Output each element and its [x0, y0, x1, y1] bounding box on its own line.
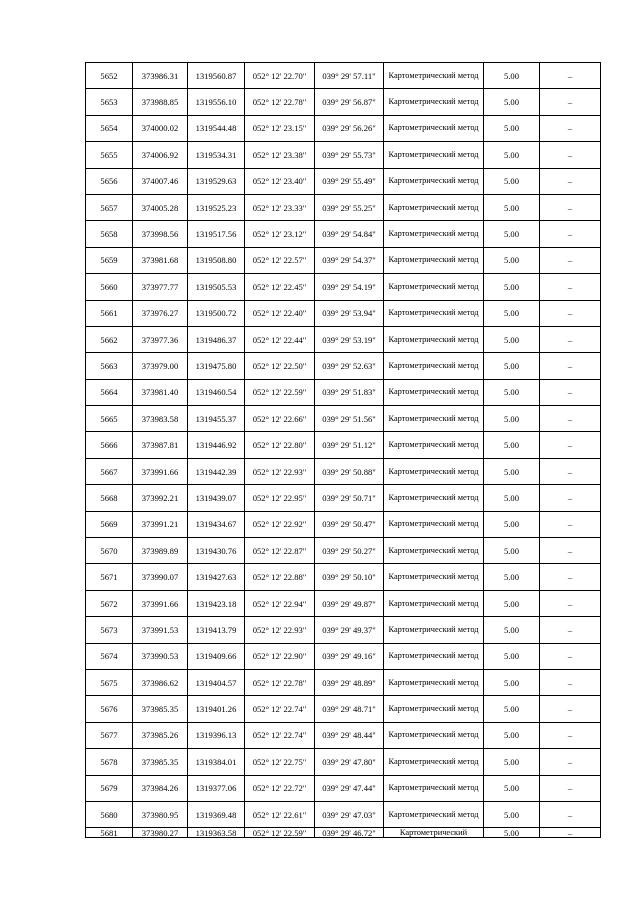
x-coordinate-cell: 373990.53 [133, 643, 188, 669]
y-coordinate-cell: 1319517.56 [188, 221, 245, 247]
y-coordinate-cell: 1319430.76 [188, 538, 245, 564]
latitude-cell: 052° 12' 22.92" [245, 511, 315, 537]
x-coordinate-cell: 373983.58 [133, 406, 188, 432]
method-cell: Картометрический метод [384, 564, 484, 590]
latitude-cell: 052° 12' 22.40" [245, 300, 315, 326]
longitude-cell: 039° 29' 49.87" [315, 590, 384, 616]
x-coordinate-cell: 374006.92 [133, 142, 188, 168]
table-row [86, 617, 601, 643]
latitude-cell: 052° 12' 22.44" [245, 326, 315, 352]
method-cell: Картометрический метод [384, 221, 484, 247]
table-row [86, 669, 601, 695]
latitude-cell: 052° 12' 22.74" [245, 722, 315, 748]
table-row [86, 749, 601, 775]
table-row [86, 801, 601, 827]
longitude-cell: 039° 29' 54.19" [315, 274, 384, 300]
point-number-cell: 5656 [86, 168, 133, 194]
latitude-cell: 052° 12' 23.15" [245, 115, 315, 141]
latitude-cell: 052° 12' 22.72" [245, 775, 315, 801]
table-row [86, 115, 601, 141]
y-coordinate-cell: 1319500.72 [188, 300, 245, 326]
method-cell: Картометрический метод [384, 432, 484, 458]
note-cell: – [540, 326, 601, 352]
longitude-cell: 039° 29' 52.63" [315, 353, 384, 379]
x-coordinate-cell: 373980.27 [133, 828, 188, 838]
accuracy-cell: 5.00 [484, 511, 540, 537]
y-coordinate-cell: 1319363.58 [188, 828, 245, 838]
note-cell: – [540, 643, 601, 669]
note-cell: – [540, 353, 601, 379]
longitude-cell: 039° 29' 50.27" [315, 538, 384, 564]
y-coordinate-cell: 1319413.79 [188, 617, 245, 643]
point-number-cell: 5660 [86, 274, 133, 300]
note-cell: – [540, 590, 601, 616]
longitude-cell: 039° 29' 55.73" [315, 142, 384, 168]
x-coordinate-cell: 373985.35 [133, 696, 188, 722]
point-number-cell: 5677 [86, 722, 133, 748]
method-cell: Картометрический метод [384, 63, 484, 89]
method-cell: Картометрический метод [384, 247, 484, 273]
note-cell: – [540, 168, 601, 194]
accuracy-cell: 5.00 [484, 247, 540, 273]
x-coordinate-cell: 373979.00 [133, 353, 188, 379]
method-cell: Картометрический метод [384, 458, 484, 484]
latitude-cell: 052° 12' 22.61" [245, 801, 315, 827]
longitude-cell: 039° 29' 50.10" [315, 564, 384, 590]
longitude-cell: 039° 29' 49.37" [315, 617, 384, 643]
point-number-cell: 5652 [86, 63, 133, 89]
y-coordinate-cell: 1319544.48 [188, 115, 245, 141]
note-cell: – [540, 274, 601, 300]
latitude-cell: 052° 12' 22.57" [245, 247, 315, 273]
accuracy-cell: 5.00 [484, 115, 540, 141]
x-coordinate-cell: 373991.53 [133, 617, 188, 643]
note-cell: – [540, 538, 601, 564]
method-cell: Картометрический метод [384, 538, 484, 564]
accuracy-cell: 5.00 [484, 406, 540, 432]
latitude-cell: 052° 12' 22.45" [245, 274, 315, 300]
note-cell: – [540, 722, 601, 748]
accuracy-cell: 5.00 [484, 89, 540, 115]
x-coordinate-cell: 373991.21 [133, 511, 188, 537]
note-cell: – [540, 89, 601, 115]
note-cell: – [540, 669, 601, 695]
method-cell: Картометрический метод [384, 696, 484, 722]
y-coordinate-cell: 1319475.80 [188, 353, 245, 379]
accuracy-cell: 5.00 [484, 300, 540, 326]
table-row [86, 458, 601, 484]
longitude-cell: 039° 29' 51.12" [315, 432, 384, 458]
table-row [86, 538, 601, 564]
x-coordinate-cell: 373989.89 [133, 538, 188, 564]
point-number-cell: 5658 [86, 221, 133, 247]
x-coordinate-cell: 373986.62 [133, 669, 188, 695]
y-coordinate-cell: 1319446.92 [188, 432, 245, 458]
method-cell: Картометрический метод [384, 142, 484, 168]
note-cell: – [540, 432, 601, 458]
note-cell: – [540, 63, 601, 89]
table-row [86, 353, 601, 379]
table-row [86, 247, 601, 273]
longitude-cell: 039° 29' 55.49" [315, 168, 384, 194]
table-row [86, 379, 601, 405]
y-coordinate-cell: 1319460.54 [188, 379, 245, 405]
latitude-cell: 052° 12' 23.12" [245, 221, 315, 247]
x-coordinate-cell: 373992.21 [133, 485, 188, 511]
accuracy-cell: 5.00 [484, 168, 540, 194]
x-coordinate-cell: 373986.31 [133, 63, 188, 89]
table-row [86, 194, 601, 220]
table-row [86, 300, 601, 326]
point-number-cell: 5666 [86, 432, 133, 458]
longitude-cell: 039° 29' 48.44" [315, 722, 384, 748]
longitude-cell: 039° 29' 50.47" [315, 511, 384, 537]
accuracy-cell: 5.00 [484, 274, 540, 300]
note-cell: – [540, 749, 601, 775]
note-cell: – [540, 696, 601, 722]
note-cell: – [540, 485, 601, 511]
latitude-cell: 052° 12' 22.78" [245, 669, 315, 695]
table-row [86, 168, 601, 194]
y-coordinate-cell: 1319401.26 [188, 696, 245, 722]
x-coordinate-cell: 373985.35 [133, 749, 188, 775]
method-cell: Картометрический метод [384, 669, 484, 695]
longitude-cell: 039° 29' 50.88" [315, 458, 384, 484]
note-cell: – [540, 115, 601, 141]
x-coordinate-cell: 373985.26 [133, 722, 188, 748]
method-cell: Картометрический метод [384, 300, 484, 326]
point-number-cell: 5680 [86, 801, 133, 827]
accuracy-cell: 5.00 [484, 775, 540, 801]
point-number-cell: 5663 [86, 353, 133, 379]
longitude-cell: 039° 29' 48.71" [315, 696, 384, 722]
accuracy-cell: 5.00 [484, 221, 540, 247]
x-coordinate-cell: 374007.46 [133, 168, 188, 194]
accuracy-cell: 5.00 [484, 194, 540, 220]
x-coordinate-cell: 373991.66 [133, 590, 188, 616]
x-coordinate-cell: 373980.95 [133, 801, 188, 827]
point-number-cell: 5659 [86, 247, 133, 273]
longitude-cell: 039° 29' 51.56" [315, 406, 384, 432]
table-row [86, 775, 601, 801]
point-number-cell: 5662 [86, 326, 133, 352]
y-coordinate-cell: 1319396.13 [188, 722, 245, 748]
point-number-cell: 5681 [86, 828, 133, 838]
method-cell: Картометрический метод [384, 590, 484, 616]
latitude-cell: 052° 12' 22.70" [245, 63, 315, 89]
point-number-cell: 5653 [86, 89, 133, 115]
y-coordinate-cell: 1319525.23 [188, 194, 245, 220]
point-number-cell: 5679 [86, 775, 133, 801]
x-coordinate-cell: 373990.07 [133, 564, 188, 590]
method-cell: Картометрический метод [384, 353, 484, 379]
method-cell: Картометрический метод [384, 722, 484, 748]
y-coordinate-cell: 1319442.39 [188, 458, 245, 484]
accuracy-cell: 5.00 [484, 643, 540, 669]
accuracy-cell: 5.00 [484, 63, 540, 89]
y-coordinate-cell: 1319439.07 [188, 485, 245, 511]
point-number-cell: 5674 [86, 643, 133, 669]
x-coordinate-cell: 373981.40 [133, 379, 188, 405]
point-number-cell: 5675 [86, 669, 133, 695]
x-coordinate-cell: 373987.81 [133, 432, 188, 458]
x-coordinate-cell: 373998.56 [133, 221, 188, 247]
note-cell: – [540, 828, 601, 838]
method-cell: Картометрический метод [384, 406, 484, 432]
method-cell: Картометрический метод [384, 194, 484, 220]
table-row [86, 564, 601, 590]
point-number-cell: 5673 [86, 617, 133, 643]
x-coordinate-cell: 374000.02 [133, 115, 188, 141]
latitude-cell: 052° 12' 22.59" [245, 828, 315, 838]
point-number-cell: 5664 [86, 379, 133, 405]
y-coordinate-cell: 1319434.67 [188, 511, 245, 537]
method-cell: Картометрический метод [384, 168, 484, 194]
method-cell: Картометрический метод [384, 274, 484, 300]
method-cell: Картометрический [384, 828, 484, 838]
latitude-cell: 052° 12' 22.66" [245, 406, 315, 432]
x-coordinate-cell: 373981.68 [133, 247, 188, 273]
method-cell: Картометрический метод [384, 115, 484, 141]
method-cell: Картометрический метод [384, 749, 484, 775]
point-number-cell: 5667 [86, 458, 133, 484]
accuracy-cell: 5.00 [484, 458, 540, 484]
accuracy-cell: 5.00 [484, 749, 540, 775]
note-cell: – [540, 142, 601, 168]
latitude-cell: 052° 12' 22.80" [245, 432, 315, 458]
longitude-cell: 039° 29' 46.72" [315, 828, 384, 838]
y-coordinate-cell: 1319534.31 [188, 142, 245, 168]
y-coordinate-cell: 1319427.63 [188, 564, 245, 590]
note-cell: – [540, 775, 601, 801]
longitude-cell: 039° 29' 55.25" [315, 194, 384, 220]
method-cell: Картометрический метод [384, 89, 484, 115]
table-row [86, 722, 601, 748]
y-coordinate-cell: 1319423.18 [188, 590, 245, 616]
method-cell: Картометрический метод [384, 643, 484, 669]
latitude-cell: 052° 12' 23.33" [245, 194, 315, 220]
point-number-cell: 5670 [86, 538, 133, 564]
latitude-cell: 052° 12' 22.74" [245, 696, 315, 722]
longitude-cell: 039° 29' 49.16" [315, 643, 384, 669]
accuracy-cell: 5.00 [484, 617, 540, 643]
method-cell: Картометрический метод [384, 326, 484, 352]
point-number-cell: 5657 [86, 194, 133, 220]
accuracy-cell: 5.00 [484, 722, 540, 748]
x-coordinate-cell: 373988.85 [133, 89, 188, 115]
point-number-cell: 5678 [86, 749, 133, 775]
point-number-cell: 5668 [86, 485, 133, 511]
method-cell: Картометрический метод [384, 511, 484, 537]
accuracy-cell: 5.00 [484, 485, 540, 511]
accuracy-cell: 5.00 [484, 590, 540, 616]
latitude-cell: 052° 12' 22.59" [245, 379, 315, 405]
y-coordinate-cell: 1319384.01 [188, 749, 245, 775]
point-number-cell: 5671 [86, 564, 133, 590]
coordinates-sheet [85, 62, 600, 838]
x-coordinate-cell: 374005.28 [133, 194, 188, 220]
longitude-cell: 039° 29' 57.11" [315, 63, 384, 89]
latitude-cell: 052° 12' 22.90" [245, 643, 315, 669]
longitude-cell: 039° 29' 56.87" [315, 89, 384, 115]
latitude-cell: 052° 12' 22.75" [245, 749, 315, 775]
table-row [86, 221, 601, 247]
latitude-cell: 052° 12' 22.87" [245, 538, 315, 564]
accuracy-cell: 5.00 [484, 564, 540, 590]
table-row [86, 485, 601, 511]
accuracy-cell: 5.00 [484, 353, 540, 379]
note-cell: – [540, 801, 601, 827]
y-coordinate-cell: 1319455.37 [188, 406, 245, 432]
longitude-cell: 039° 29' 47.03" [315, 801, 384, 827]
longitude-cell: 039° 29' 47.44" [315, 775, 384, 801]
note-cell: – [540, 247, 601, 273]
x-coordinate-cell: 373991.66 [133, 458, 188, 484]
y-coordinate-cell: 1319529.63 [188, 168, 245, 194]
point-number-cell: 5672 [86, 590, 133, 616]
accuracy-cell: 5.00 [484, 142, 540, 168]
note-cell: – [540, 458, 601, 484]
latitude-cell: 052° 12' 22.94" [245, 590, 315, 616]
point-number-cell: 5661 [86, 300, 133, 326]
latitude-cell: 052° 12' 23.40" [245, 168, 315, 194]
note-cell: – [540, 617, 601, 643]
latitude-cell: 052° 12' 22.78" [245, 89, 315, 115]
table-row [86, 406, 601, 432]
table-row [86, 89, 601, 115]
table-row [86, 326, 601, 352]
method-cell: Картометрический метод [384, 617, 484, 643]
note-cell: – [540, 300, 601, 326]
y-coordinate-cell: 1319486.37 [188, 326, 245, 352]
y-coordinate-cell: 1319560.87 [188, 63, 245, 89]
point-number-cell: 5676 [86, 696, 133, 722]
y-coordinate-cell: 1319505.53 [188, 274, 245, 300]
x-coordinate-cell: 373977.77 [133, 274, 188, 300]
longitude-cell: 039° 29' 56.26" [315, 115, 384, 141]
accuracy-cell: 5.00 [484, 828, 540, 838]
accuracy-cell: 5.00 [484, 538, 540, 564]
point-number-cell: 5654 [86, 115, 133, 141]
y-coordinate-cell: 1319409.66 [188, 643, 245, 669]
latitude-cell: 052° 12' 22.50" [245, 353, 315, 379]
longitude-cell: 039° 29' 48.89" [315, 669, 384, 695]
latitude-cell: 052° 12' 23.38" [245, 142, 315, 168]
accuracy-cell: 5.00 [484, 379, 540, 405]
y-coordinate-cell: 1319377.06 [188, 775, 245, 801]
accuracy-cell: 5.00 [484, 696, 540, 722]
table-row [86, 63, 601, 89]
table-row [86, 828, 601, 838]
x-coordinate-cell: 373977.36 [133, 326, 188, 352]
latitude-cell: 052° 12' 22.93" [245, 458, 315, 484]
method-cell: Картометрический метод [384, 801, 484, 827]
table-row [86, 432, 601, 458]
accuracy-cell: 5.00 [484, 326, 540, 352]
method-cell: Картометрический метод [384, 379, 484, 405]
latitude-cell: 052° 12' 22.95" [245, 485, 315, 511]
accuracy-cell: 5.00 [484, 801, 540, 827]
latitude-cell: 052° 12' 22.88" [245, 564, 315, 590]
note-cell: – [540, 564, 601, 590]
note-cell: – [540, 406, 601, 432]
latitude-cell: 052° 12' 22.93" [245, 617, 315, 643]
x-coordinate-cell: 373976.27 [133, 300, 188, 326]
accuracy-cell: 5.00 [484, 669, 540, 695]
table-row [86, 511, 601, 537]
longitude-cell: 039° 29' 51.83" [315, 379, 384, 405]
accuracy-cell: 5.00 [484, 432, 540, 458]
table-row [86, 590, 601, 616]
y-coordinate-cell: 1319556.10 [188, 89, 245, 115]
table-row [86, 142, 601, 168]
longitude-cell: 039° 29' 53.19" [315, 326, 384, 352]
longitude-cell: 039° 29' 47.80" [315, 749, 384, 775]
table-body [86, 63, 601, 838]
point-number-cell: 5655 [86, 142, 133, 168]
longitude-cell: 039° 29' 50.71" [315, 485, 384, 511]
longitude-cell: 039° 29' 54.84" [315, 221, 384, 247]
table-row [86, 696, 601, 722]
y-coordinate-cell: 1319404.57 [188, 669, 245, 695]
note-cell: – [540, 221, 601, 247]
table-row [86, 643, 601, 669]
note-cell: – [540, 379, 601, 405]
note-cell: – [540, 511, 601, 537]
point-number-cell: 5669 [86, 511, 133, 537]
table-row [86, 274, 601, 300]
point-number-cell: 5665 [86, 406, 133, 432]
y-coordinate-cell: 1319369.48 [188, 801, 245, 827]
boundary-points-table [85, 62, 601, 838]
y-coordinate-cell: 1319508.80 [188, 247, 245, 273]
longitude-cell: 039° 29' 54.37" [315, 247, 384, 273]
longitude-cell: 039° 29' 53.94" [315, 300, 384, 326]
x-coordinate-cell: 373984.26 [133, 775, 188, 801]
method-cell: Картометрический метод [384, 485, 484, 511]
note-cell: – [540, 194, 601, 220]
method-cell: Картометрический метод [384, 775, 484, 801]
